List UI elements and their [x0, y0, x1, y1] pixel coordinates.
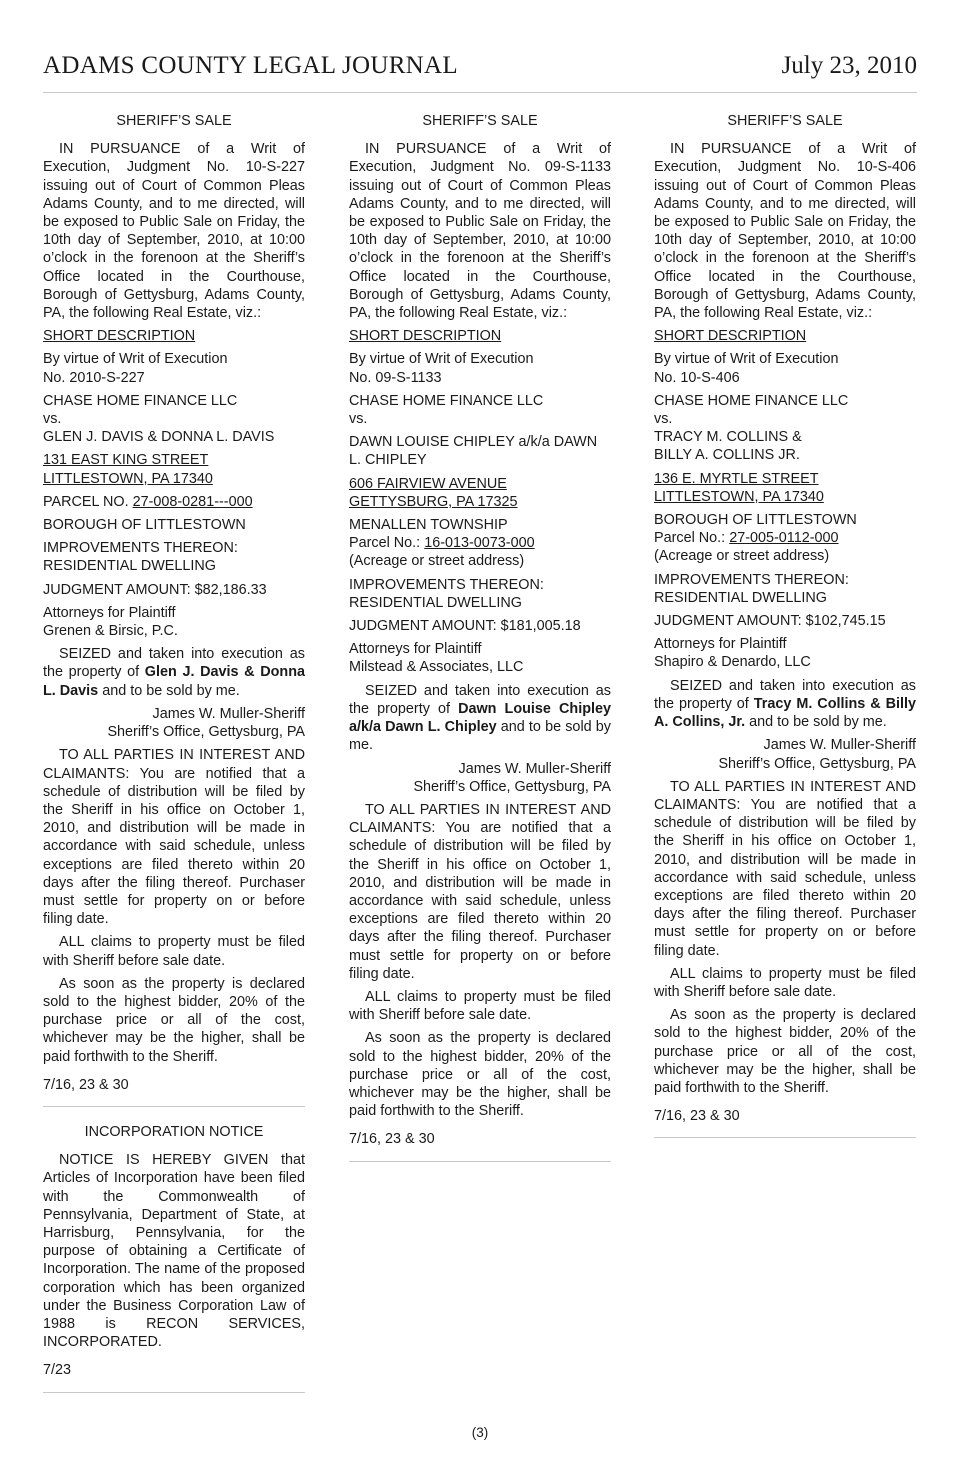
- sheriff-signature: [43, 705, 305, 741]
- attorneys-name: Shapiro & Denardo, LLC: [654, 654, 811, 671]
- short-description-label: SHORT DESCRIPTION: [349, 328, 502, 345]
- seized-post: and to be sold by me.: [349, 719, 611, 754]
- plaintiff: CHASE HOME FINANCE LLC: [654, 392, 849, 409]
- writ-block: [349, 350, 611, 386]
- parties-block: [654, 392, 916, 465]
- defendant-line-1: TRACY M. COLLINS &: [654, 429, 802, 446]
- divider: [43, 1392, 305, 1393]
- address-line-1: 606 FAIRVIEW AVENUE: [349, 475, 507, 492]
- journal-title: ADAMS COUNTY LEGAL JOURNAL: [43, 52, 458, 79]
- column-2: [349, 112, 611, 1178]
- masthead: [43, 50, 917, 93]
- incorporation-dates: 7/23: [43, 1362, 72, 1379]
- column-1: [43, 112, 305, 1409]
- sale-heading: SHERIFF’S SALE: [422, 113, 538, 129]
- address-line-2: GETTYSBURG, PA 17325: [349, 493, 518, 510]
- municipality: BOROUGH OF LITTLESTOWN: [654, 512, 857, 529]
- sheriff-name: James W. Muller-Sheriff: [458, 760, 611, 777]
- property-address: [654, 470, 916, 506]
- judgment-amount: JUDGMENT AMOUNT: $102,745.15: [654, 613, 886, 630]
- parcel-label: Parcel No.:: [349, 535, 421, 552]
- improvements-value: RESIDENTIAL DWELLING: [654, 589, 827, 606]
- seized-statement: [349, 682, 611, 755]
- improvements-value: RESIDENTIAL DWELLING: [349, 594, 522, 611]
- sale-heading: SHERIFF’S SALE: [727, 113, 843, 129]
- divider: [654, 1137, 916, 1138]
- defendant: DAWN LOUISE CHIPLEY a/k/a DAWN L. CHIPLEY: [349, 434, 598, 469]
- versus: vs.: [654, 411, 673, 428]
- address-line-2: LITTLESTOWN, PA 17340: [654, 488, 824, 505]
- judgment-amount: JUDGMENT AMOUNT: $181,005.18: [349, 618, 581, 635]
- payment-notice: As soon as the property is declared sold to the highest bidder, 20% of the purchase price or all of the cost, whichever may be the higher, shall be paid forthwith to the Sheriff.: [654, 1007, 916, 1096]
- page-number: (3): [471, 1425, 489, 1440]
- plaintiff: CHASE HOME FINANCE LLC: [43, 392, 238, 409]
- distribution-notice: TO ALL PARTIES IN INTEREST AND CLAIMANTS: You are notified that a schedule of distribution will be filed by the Sheriff in his office on October 1, 2010, and distribution will be made in accordance with said schedule, unless exceptions are filed thereto within 20 days after the filing thereof. Purchaser must settle for property on or before filing date.: [43, 747, 305, 928]
- attorneys-name: Grenen & Birsic, P.C.: [43, 623, 178, 640]
- claims-notice: ALL claims to property must be filed with Sheriff before sale date.: [654, 965, 916, 1000]
- address-line-1: 136 E. MYRTLE STREET: [654, 470, 819, 487]
- parcel-number: 27-005-0112-000: [729, 530, 839, 547]
- attorneys-block: [654, 635, 916, 671]
- divider: [349, 1161, 611, 1162]
- defendant: GLEN J. DAVIS & DONNA L. DAVIS: [43, 429, 275, 446]
- sheriff-name: James W. Muller-Sheriff: [763, 737, 916, 754]
- writ-line: By virtue of Writ of Execution: [654, 351, 839, 368]
- address-line-1: 131 EAST KING STREET: [43, 452, 209, 469]
- writ-line: By virtue of Writ of Execution: [349, 351, 534, 368]
- short-description-label: SHORT DESCRIPTION: [43, 328, 196, 345]
- parcel-note: (Acreage or street address): [654, 548, 830, 565]
- writ-line: By virtue of Writ of Execution: [43, 351, 228, 368]
- publication-dates: 7/16, 23 & 30: [349, 1131, 435, 1148]
- parcel-number: 27-008-0281---000: [132, 493, 253, 510]
- parcel-label: Parcel No.:: [654, 530, 726, 547]
- improvements-value: RESIDENTIAL DWELLING: [43, 558, 216, 575]
- payment-notice: As soon as the property is declared sold to the highest bidder, 20% of the purchase price or all of the cost, whichever may be the higher, shall be paid forthwith to the Sheriff.: [349, 1030, 611, 1120]
- distribution-notice: TO ALL PARTIES IN INTEREST AND CLAIMANTS: You are notified that a schedule of distribution will be filed by the Sheriff in his office on October 1, 2010, and distribution will be made in accordance with said schedule, unless exceptions are filed thereto within 20 days after the filing thereof. Purchaser must settle for property on or before filing date.: [654, 778, 916, 959]
- incorporation-heading: INCORPORATION NOTICE: [84, 1123, 264, 1140]
- sheriff-office: Sheriff’s Office, Gettysburg, PA: [413, 778, 611, 795]
- property-address: [349, 475, 611, 511]
- writ-number: No. 09-S-1133: [349, 369, 442, 386]
- sheriff-office: Sheriff’s Office, Gettysburg, PA: [107, 724, 305, 741]
- sheriff-name: James W. Muller-Sheriff: [152, 705, 305, 722]
- versus: vs.: [43, 411, 62, 428]
- defendant-line-2: BILLY A. COLLINS JR.: [654, 447, 800, 464]
- parcel-note: (Acreage or street address): [349, 553, 525, 570]
- claims-notice: ALL claims to property must be filed with Sheriff before sale date.: [349, 988, 611, 1024]
- versus: vs.: [349, 411, 368, 428]
- writ-block: [43, 350, 305, 386]
- parties-block: [349, 392, 611, 428]
- municipality-parcel-block: [349, 516, 611, 571]
- seized-name: Tracy M. Collins & Billy A. Collins, Jr.: [654, 695, 917, 731]
- attorneys-label: Attorneys for Plaintiff: [349, 641, 482, 658]
- municipality: BOROUGH OF LITTLESTOWN: [43, 517, 246, 534]
- parcel-number: 16-013-0073-000: [424, 535, 535, 552]
- improvements: [43, 539, 305, 575]
- distribution-notice: TO ALL PARTIES IN INTEREST AND CLAIMANTS: You are notified that a schedule of distribution will be filed by the Sheriff in his office on October 1, 2010, and distribution will be made in accordance with said schedule, unless exceptions are filed thereto within 20 days after the filing thereof. Purchaser must settle for property on or before filing date.: [349, 801, 611, 982]
- seized-pre: SEIZED and taken into execution as the property of: [43, 646, 305, 681]
- seized-name: Glen J. Davis & Donna L. Davis: [43, 664, 305, 699]
- seized-statement: [654, 677, 916, 732]
- writ-block: [654, 350, 916, 386]
- writ-number: No. 2010-S-227: [43, 369, 145, 386]
- sheriff-office: Sheriff’s Office, Gettysburg, PA: [718, 755, 916, 772]
- column-3: [654, 112, 916, 1154]
- seized-name: Dawn Louise Chipley a/k/a Dawn L. Chipley: [349, 700, 611, 736]
- sale-intro: IN PURSUANCE of a Writ of Execution, Judgment No. 10-S-227 issuing out of Court of Common Pleas Adams County, and to me directed, will be exposed to Public Sale on Friday, the 10th day of September, 2010, at 10:00 o’clock in the forenoon at the Sheriff’s Office located in the Courthouse, Borough of Gettysburg, Adams County, PA, the following Real Estate, viz.:: [43, 141, 305, 322]
- attorneys-label: Attorneys for Plaintiff: [654, 636, 787, 653]
- plaintiff: CHASE HOME FINANCE LLC: [349, 392, 544, 409]
- attorneys-name: Milstead & Associates, LLC: [349, 659, 524, 676]
- seized-post: and to be sold by me.: [749, 714, 887, 731]
- sale-intro: IN PURSUANCE of a Writ of Execution, Judgment No. 10-S-406 issuing out of Court of Common Pleas Adams County, and to me directed, will be exposed to Public Sale on Friday, the 10th day of September, 2010, at 10:00 o’clock in the forenoon at the Sheriff’s Office located in the Courthouse, Borough of Gettysburg, Adams County, PA, the following Real Estate, viz.:: [654, 141, 916, 322]
- issue-date: July 23, 2010: [781, 52, 917, 79]
- sale-heading: SHERIFF’S SALE: [116, 113, 232, 129]
- improvements-label: IMPROVEMENTS THEREON:: [43, 540, 238, 557]
- seized-statement: [43, 645, 305, 700]
- improvements: [349, 576, 611, 612]
- improvements-label: IMPROVEMENTS THEREON:: [654, 571, 849, 588]
- sheriff-signature: [654, 736, 916, 772]
- municipality: MENALLEN TOWNSHIP: [349, 517, 508, 534]
- attorneys-block: [349, 640, 611, 676]
- divider: [43, 1106, 305, 1107]
- improvements-label: IMPROVEMENTS THEREON:: [349, 576, 544, 593]
- publication-dates: 7/16, 23 & 30: [654, 1108, 740, 1125]
- publication-dates: 7/16, 23 & 30: [43, 1076, 129, 1093]
- sale-intro: IN PURSUANCE of a Writ of Execution, Judgment No. 09-S-1133 issuing out of Court of Common Pleas Adams County, and to me directed, will be exposed to Public Sale on Friday, the 10th day of September, 2010, at 10:00 o’clock in the forenoon at the Sheriff’s Office located in the Courthouse, Borough of Gettysburg, Adams County, PA, the following Real Estate, viz.:: [349, 141, 611, 322]
- seized-pre: SEIZED and taken into execution as the property of: [349, 682, 611, 717]
- sheriff-signature: [349, 760, 611, 796]
- judgment-amount: JUDGMENT AMOUNT: $82,186.33: [43, 581, 267, 598]
- incorporation-body: NOTICE IS HEREBY GIVEN that Articles of Incorporation have been filed with the Commonwealth of Pennsylvania, Department of State, at Harrisburg, Pennsylvania, for the purpose of obtaining a Certificate of Incorporation. The name of the proposed corporation which has been organized under the Business Corporation Law of 1988 is RECON SERVICES, INCORPORATED.: [43, 1152, 305, 1351]
- attorneys-block: [43, 604, 305, 640]
- parties-block: [43, 392, 305, 447]
- property-address: [43, 451, 305, 487]
- short-description-label: SHORT DESCRIPTION: [654, 328, 807, 345]
- parcel-line: [43, 493, 305, 511]
- improvements: [654, 571, 916, 607]
- parcel-label: PARCEL NO.: [43, 493, 129, 510]
- payment-notice: As soon as the property is declared sold to the highest bidder, 20% of the purchase price or all of the cost, whichever may be the higher, shall be paid forthwith to the Sheriff.: [43, 975, 305, 1065]
- attorneys-label: Attorneys for Plaintiff: [43, 604, 176, 621]
- seized-pre: SEIZED and taken into execution as the property of: [654, 677, 916, 712]
- address-line-2: LITTLESTOWN, PA 17340: [43, 470, 213, 487]
- municipality-parcel-block: [654, 511, 916, 566]
- writ-number: No. 10-S-406: [654, 369, 740, 386]
- seized-post: and to be sold by me.: [102, 682, 240, 699]
- claims-notice: ALL claims to property must be filed with Sheriff before sale date.: [43, 934, 305, 969]
